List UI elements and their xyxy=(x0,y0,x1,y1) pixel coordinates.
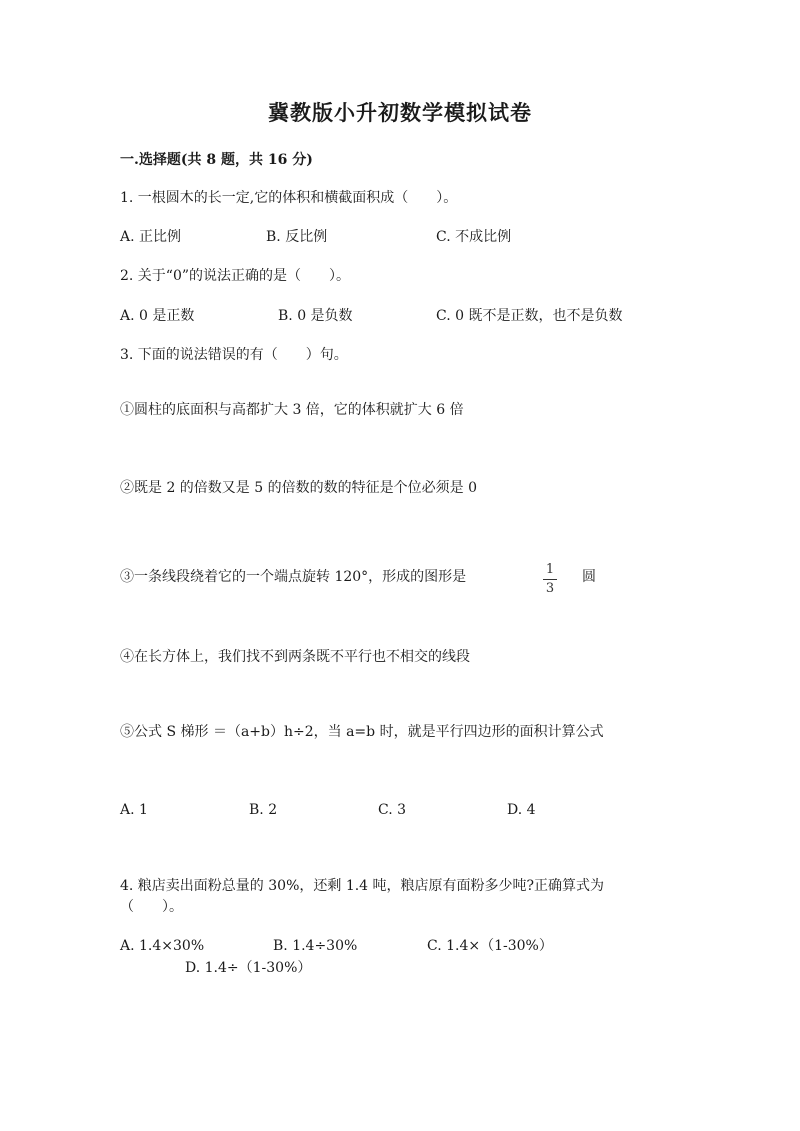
question-1-option-a: A. 正比例 xyxy=(120,229,182,245)
question-4-option-c: C. 1.4×（1-30%） xyxy=(427,938,553,954)
fraction-denominator: 3 xyxy=(545,581,555,596)
question-2-option-a: A. 0 是正数 xyxy=(120,308,195,324)
question-2-stem: 2. 关于“0”的说法正确的是（ ）。 xyxy=(120,268,351,284)
question-3-option-d: D. 4 xyxy=(507,802,536,818)
fraction-one-third xyxy=(541,563,559,596)
question-4-option-b: B. 1.4÷30% xyxy=(273,938,358,954)
section-heading: 一.选择题(共 8 题，共 16 分) xyxy=(120,152,313,168)
question-1-stem: 1. 一根圆木的长一定,它的体积和横截面积成（ ）。 xyxy=(120,190,458,206)
question-2-option-c: C. 0 既不是正数，也不是负数 xyxy=(436,308,623,324)
question-4-option-d: D. 1.4÷（1-30%） xyxy=(185,960,312,976)
question-3-statement-5: ⑤公式 S 梯形 ＝（a+b）h÷2，当 a=b 时，就是平行四边形的面积计算公式 xyxy=(120,724,604,740)
question-3-stem: 3. 下面的说法错误的有（ ）句。 xyxy=(120,347,348,363)
question-3-statement-2: ②既是 2 的倍数又是 5 的倍数的数的特征是个位必须是 0 xyxy=(120,480,477,496)
question-3-option-c: C. 3 xyxy=(378,802,407,818)
question-4-option-a: A. 1.4×30% xyxy=(120,938,205,954)
question-4-stem-line-2: （ ）。 xyxy=(120,899,183,915)
fraction-numerator: 1 xyxy=(545,562,555,577)
question-3-statement-3-tail: 圆 xyxy=(582,569,596,585)
question-3-statement-1: ①圆柱的底面积与高都扩大 3 倍，它的体积就扩大 6 倍 xyxy=(120,402,464,418)
question-3-option-a: A. 1 xyxy=(120,802,148,818)
question-1-option-c: C. 不成比例 xyxy=(436,229,512,245)
question-1-option-b: B. 反比例 xyxy=(266,229,328,245)
question-4-stem-line-1: 4. 粮店卖出面粉总量的 30%，还剩 1.4 吨，粮店原有面粉多少吨?正确算式为 xyxy=(120,878,605,894)
page-title: 冀教版小升初数学模拟试卷 xyxy=(268,100,532,125)
question-3-option-b: B. 2 xyxy=(249,802,278,818)
question-3-statement-3: ③一条线段绕着它的一个端点旋转 120°，形成的图形是 xyxy=(120,569,467,585)
fraction-bar xyxy=(543,579,557,580)
question-3-statement-4: ④在长方体上，我们找不到两条既不平行也不相交的线段 xyxy=(120,649,470,665)
question-2-option-b: B. 0 是负数 xyxy=(278,308,353,324)
